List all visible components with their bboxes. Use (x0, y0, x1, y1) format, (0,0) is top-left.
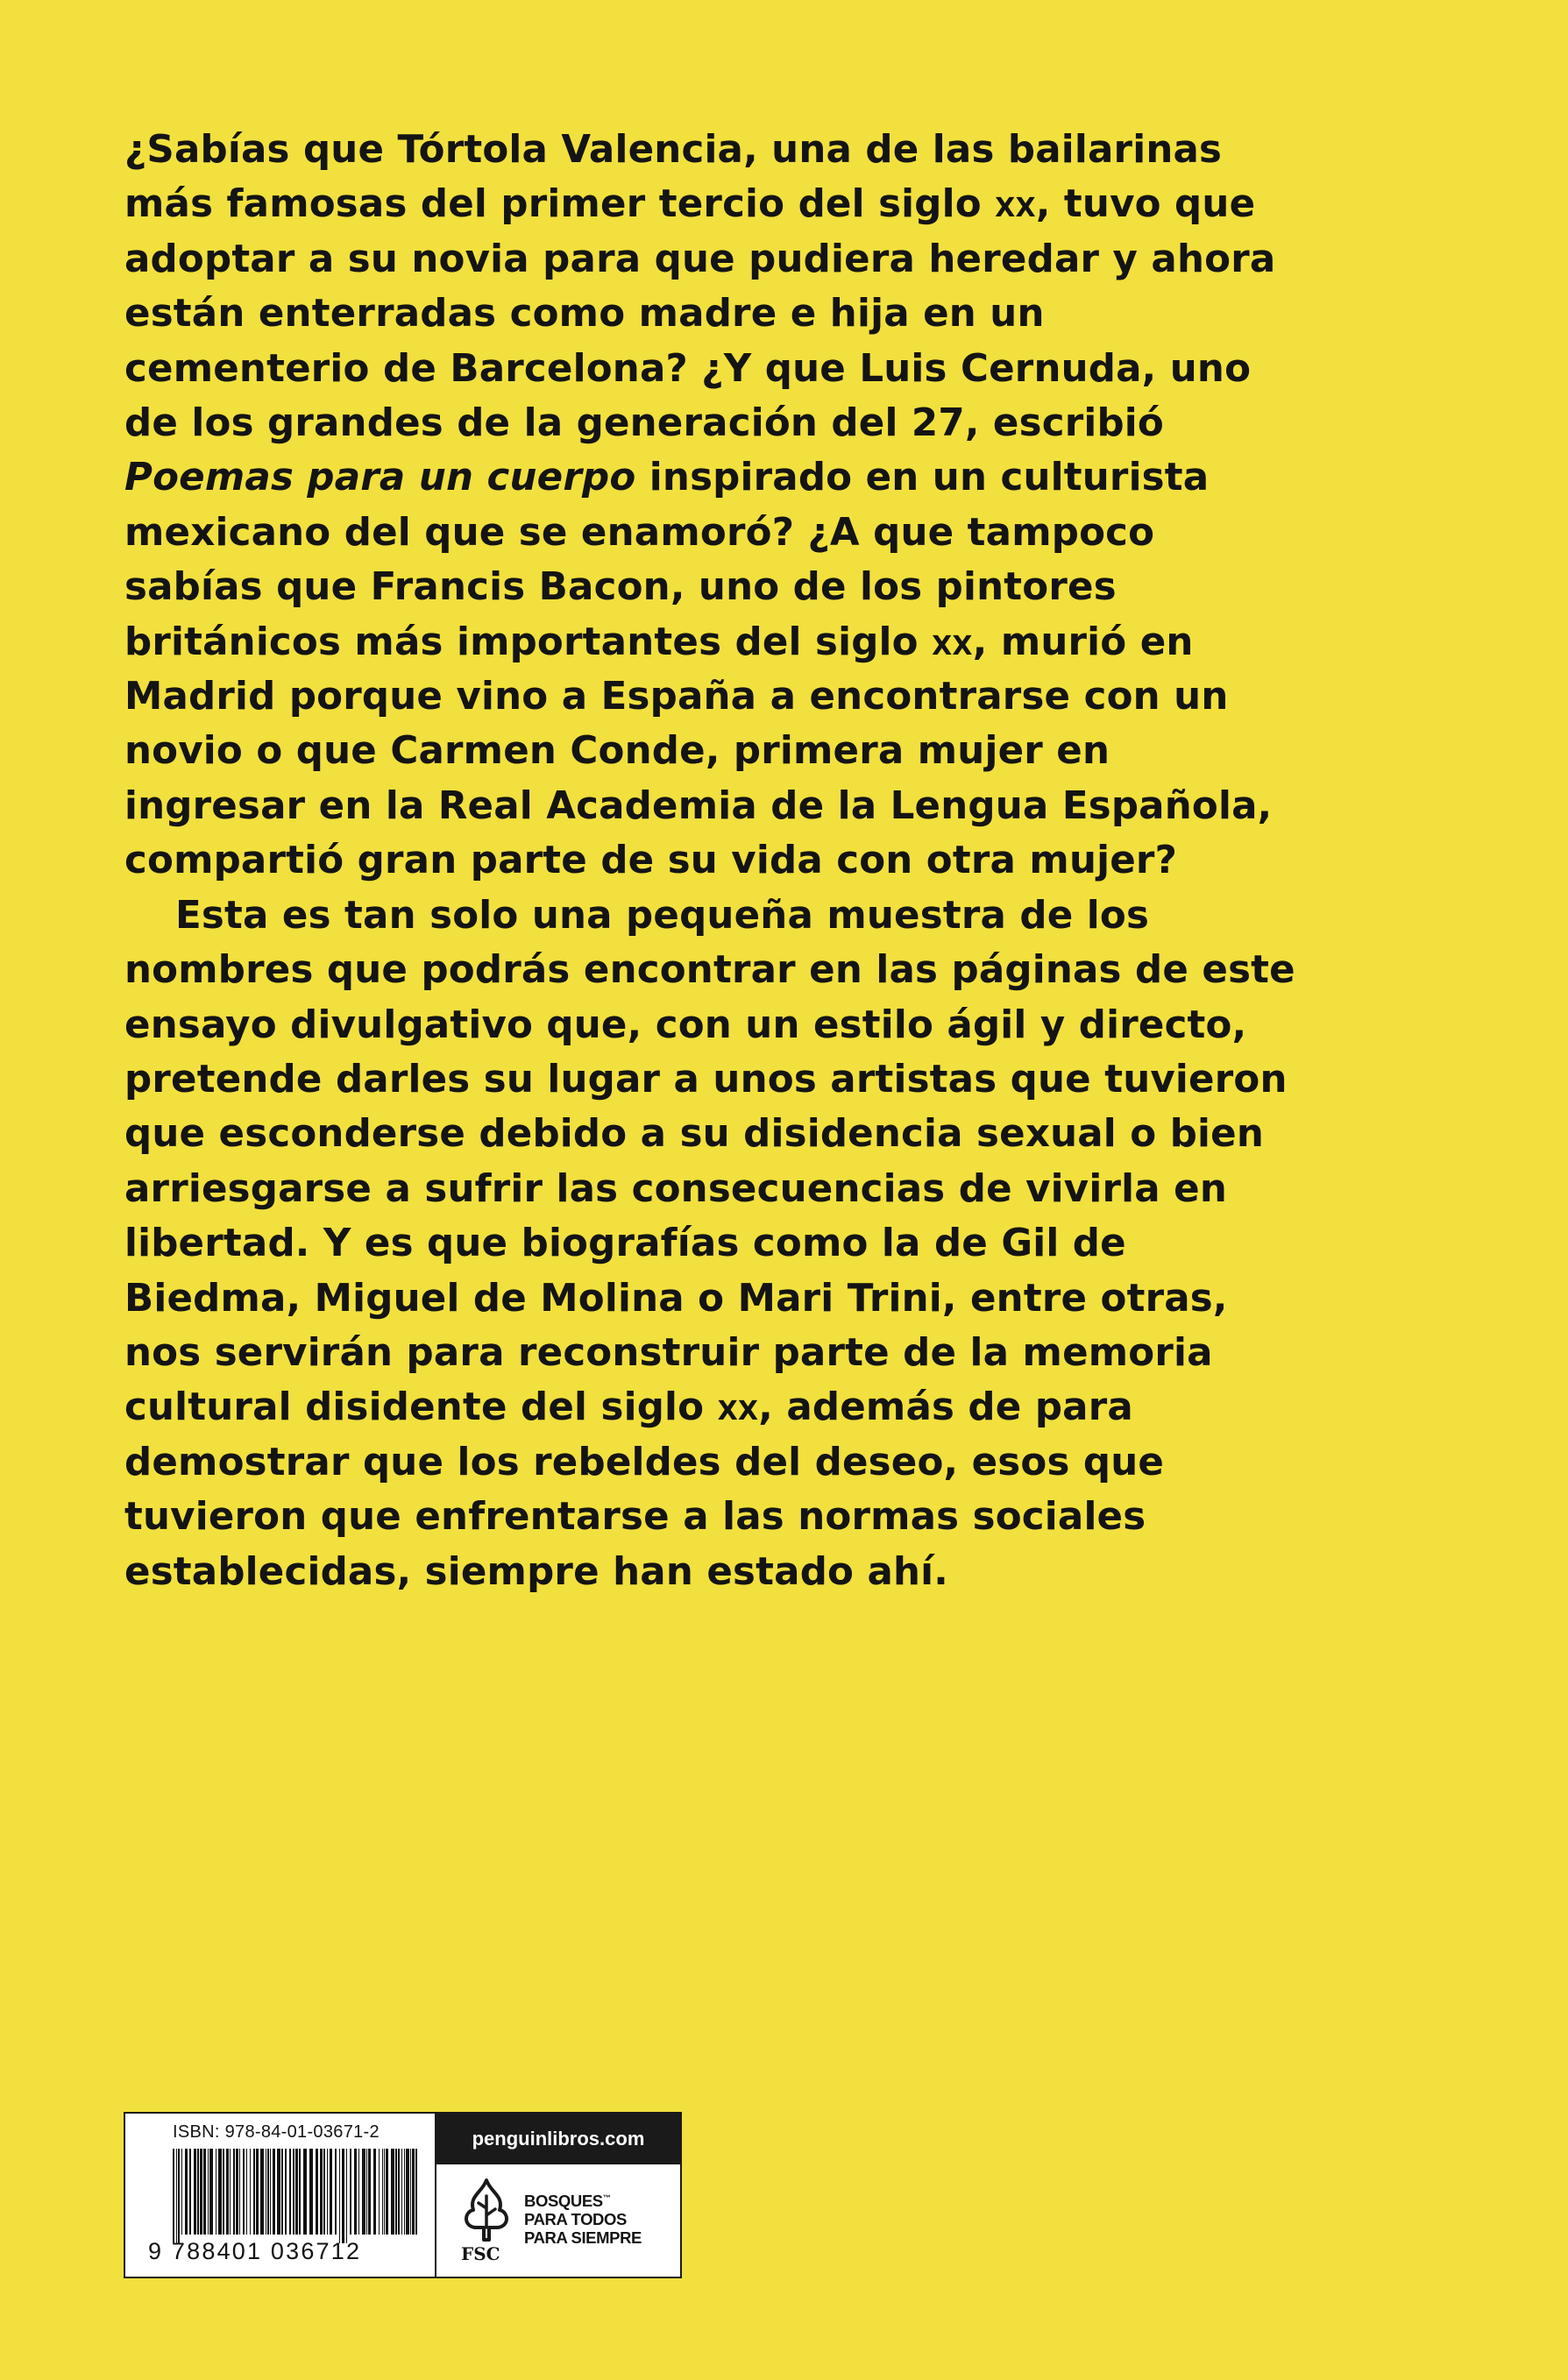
barcode-bar (200, 2149, 202, 2235)
barcode-bar (395, 2149, 397, 2235)
barcode-bar (176, 2149, 177, 2243)
barcode-bar (330, 2149, 332, 2235)
barcode-bar (327, 2149, 328, 2235)
barcode-bar (223, 2149, 224, 2235)
barcode-bar (391, 2149, 394, 2235)
barcode-bar (239, 2149, 240, 2235)
fsc-tree-icon (456, 2177, 517, 2243)
barcode-bar (379, 2149, 380, 2235)
barcode-bar (366, 2149, 367, 2235)
barcode-bar (218, 2149, 222, 2235)
barcode-bar (368, 2149, 371, 2235)
barcode-bar (277, 2149, 280, 2235)
barcode-bar (230, 2149, 231, 2235)
barcode-bar (410, 2149, 411, 2235)
barcode-bar (323, 2149, 325, 2235)
barcode-bar (398, 2149, 400, 2235)
barcode-bar (335, 2149, 337, 2235)
barcode-bar (404, 2149, 405, 2235)
barcode-bar (384, 2149, 385, 2235)
fsc-claim: BOSQUES™ PARA TODOS PARA SIEMPRE (524, 2192, 642, 2248)
barcode-bar (346, 2149, 347, 2243)
barcode-bar (401, 2149, 402, 2235)
barcode-bar (354, 2149, 357, 2235)
barcode-bar (350, 2149, 351, 2235)
barcode-bar (189, 2149, 191, 2235)
book-title: Poemas para un cuerpo (124, 456, 636, 500)
isbn-label: ISBN: 978-84-01-03671-2 (173, 2122, 380, 2142)
barcode-bar (197, 2149, 199, 2235)
barcode-bar (273, 2149, 275, 2235)
barcode-bar (281, 2149, 283, 2235)
barcode-bar (293, 2149, 294, 2235)
roman-numeral: xx (932, 620, 973, 664)
barcode-bar (285, 2149, 287, 2235)
barcode-bar (303, 2149, 307, 2235)
publisher-panel (436, 2114, 680, 2277)
barcode-bar (362, 2149, 365, 2235)
barcode-bar (412, 2149, 415, 2235)
barcode-bar (246, 2149, 247, 2235)
barcode-bar (181, 2149, 182, 2235)
barcode-bar (178, 2149, 180, 2243)
barcode-bar (320, 2149, 323, 2235)
barcode-bar (406, 2149, 409, 2235)
barcode-bar (289, 2149, 291, 2235)
barcode-bar (386, 2149, 388, 2235)
barcode-bar (209, 2149, 213, 2235)
barcode-bar (260, 2149, 264, 2235)
barcode-bar (173, 2149, 174, 2243)
back-cover-text (124, 123, 1299, 1599)
barcode-bar (194, 2149, 196, 2235)
barcode-bar (339, 2149, 340, 2243)
barcode-icon (169, 2149, 423, 2245)
barcode-bar (309, 2149, 313, 2235)
barcode-bar (233, 2149, 235, 2235)
barcode-bar (208, 2149, 209, 2235)
barcode-bar (250, 2149, 251, 2235)
barcode-digits: 9 788401 036712 (148, 2238, 362, 2264)
barcode-bar (358, 2149, 359, 2235)
publisher-url: penguinlibros.com (436, 2114, 680, 2164)
barcode-bar (295, 2149, 298, 2235)
roman-numeral: xx (995, 182, 1036, 227)
barcode-bar (185, 2149, 188, 2235)
fsc-label: FSC (461, 2243, 500, 2264)
barcode-bar (256, 2149, 259, 2235)
barcode-bar (342, 2149, 344, 2243)
roman-numeral: xx (717, 1385, 759, 1430)
barcode-bar (203, 2149, 206, 2235)
barcode-bar (236, 2149, 238, 2235)
barcode-bar (226, 2149, 229, 2235)
barcode-bar (415, 2149, 417, 2235)
barcode-bar (270, 2149, 271, 2235)
barcode-bar (267, 2149, 269, 2235)
synopsis-paragraph-2: Esta es tan solo una pequeña muestra de los nombres que podrás encontrar en las páginas de este ensayo divulgativo que, con un estilo ágil y directo, pretende darles su lugar a unos artistas que tuvieron que esconderse debido a su disidencia sexual o bien arriesgarse a sufrir las consecuencias de vivirla en libertad. Y es que biografías como la de Gil de Biedma, Miguel de Molina o Mari Trini, entre otras, nos servirán para reconstruir parte de la memoria cultural disidente del siglo xx, además de para demostrar que los rebeldes del deseo, esos que tuvieron que enfrentarse a las normas sociales establecidas, siempre han estado ahí. (124, 893, 1295, 1594)
barcode-bar (243, 2149, 245, 2235)
barcode-bar (299, 2149, 301, 2235)
synopsis-paragraph-1: ¿Sabías que Tórtola Valencia, una de las bailarinas más famosas del primer tercio del siglo xx, tuvo que adoptar a su novia para que pudiera heredar y ahora están enterradas como madre e hija en un cementerio de Barcelona? ¿Y que Luis Cernuda, uno de los grandes de la generación del 27, escribió Poemas para un cuerpo inspirado en un culturista mexicano del que se enamoró? ¿A que tampoco sabías que Francis Bacon, uno de los pintores británicos más importantes del siglo xx, murió en Madrid porque vino a España a encontrarse con un novio o que Carmen Conde, primera mujer en ingresar en la Real Academia de la Lengua Española, compartió gran parte de su vida con otra mujer? (124, 128, 1276, 883)
barcode-bar (373, 2149, 376, 2235)
barcode-bar (316, 2149, 318, 2235)
barcode-bar (253, 2149, 255, 2235)
barcode-bar (382, 2149, 383, 2235)
barcode-box (124, 2112, 682, 2278)
fsc-area (436, 2164, 680, 2277)
isbn-panel (125, 2114, 436, 2277)
